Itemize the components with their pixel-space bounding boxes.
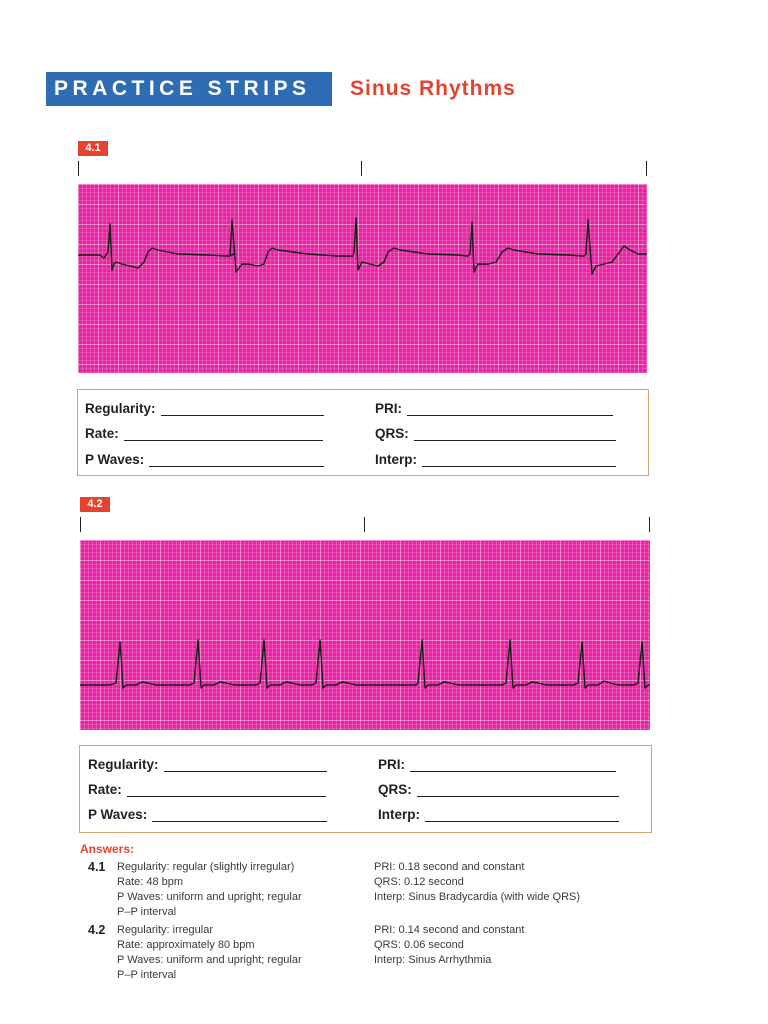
interp-label: Interp: — [378, 807, 420, 822]
time-marker — [649, 517, 650, 532]
time-marker — [646, 161, 647, 176]
qrs-label: QRS: — [378, 782, 412, 797]
qrs-input[interactable] — [417, 784, 619, 797]
interp-field[interactable] — [375, 452, 616, 467]
interp-input[interactable] — [422, 454, 616, 467]
p-waves-input[interactable] — [149, 454, 324, 467]
strip-label-4-1: 4.1 — [78, 141, 108, 156]
rate-label: Rate: — [88, 782, 122, 797]
answer-line: P–P interval — [117, 906, 177, 918]
answer-line: P Waves: uniform and upright; regular — [117, 954, 302, 966]
answers-heading: Answers: — [80, 842, 135, 856]
section-title: PRACTICE STRIPS — [46, 72, 332, 106]
interp-label: Interp: — [375, 452, 417, 467]
p-waves-label: P Waves: — [88, 807, 148, 822]
strip-label-4-2: 4.2 — [80, 497, 110, 512]
p-waves-input[interactable] — [152, 809, 327, 822]
p-waves-label: P Waves: — [85, 452, 145, 467]
answer-line: QRS: 0.06 second — [374, 939, 464, 951]
interp-input[interactable] — [425, 809, 619, 822]
qrs-label: QRS: — [375, 426, 409, 441]
regularity-input[interactable] — [164, 759, 327, 772]
regularity-label: Regularity: — [88, 757, 159, 772]
regularity-label: Regularity: — [85, 401, 156, 416]
interp-field[interactable] — [378, 807, 619, 822]
time-marker — [80, 517, 81, 532]
qrs-field[interactable] — [378, 782, 619, 797]
answer-number: 4.2 — [88, 923, 106, 937]
answer-number: 4.1 — [88, 860, 106, 874]
ecg-strip-4-1 — [78, 184, 647, 373]
regularity-field[interactable] — [85, 401, 324, 416]
answer-line: Regularity: irregular — [117, 924, 213, 936]
answer-line: PRI: 0.14 second and constant — [374, 924, 525, 936]
pri-field[interactable] — [378, 757, 616, 772]
regularity-field[interactable] — [88, 757, 327, 772]
ecg-strip-4-2 — [80, 540, 650, 730]
rate-field[interactable] — [85, 426, 323, 441]
answer-line: P Waves: uniform and upright; regular — [117, 891, 302, 903]
p-waves-field[interactable] — [85, 452, 324, 467]
pri-input[interactable] — [407, 403, 613, 416]
rate-field[interactable] — [88, 782, 326, 797]
qrs-input[interactable] — [414, 428, 616, 441]
answer-line: Interp: Sinus Bradycardia (with wide QRS) — [374, 891, 581, 903]
answer-line: Regularity: regular (slightly irregular) — [117, 861, 295, 873]
rate-input[interactable] — [124, 428, 323, 441]
answer-line: Rate: approximately 80 bpm — [117, 939, 255, 951]
pri-input[interactable] — [410, 759, 616, 772]
answer-line: PRI: 0.18 second and constant — [374, 861, 525, 873]
rate-label: Rate: — [85, 426, 119, 441]
time-marker — [364, 517, 365, 532]
pri-label: PRI: — [375, 401, 402, 416]
answer-line: QRS: 0.12 second — [374, 876, 464, 888]
section-subtitle: Sinus Rhythms — [350, 77, 516, 100]
regularity-input[interactable] — [161, 403, 324, 416]
rate-input[interactable] — [127, 784, 326, 797]
time-marker — [361, 161, 362, 176]
answer-line: Interp: Sinus Arrhythmia — [374, 954, 492, 966]
p-waves-field[interactable] — [88, 807, 327, 822]
pri-field[interactable] — [375, 401, 613, 416]
qrs-field[interactable] — [375, 426, 616, 441]
answer-line: P–P interval — [117, 969, 177, 981]
answer-line: Rate: 48 bpm — [117, 876, 184, 888]
pri-label: PRI: — [378, 757, 405, 772]
time-marker — [78, 161, 79, 176]
